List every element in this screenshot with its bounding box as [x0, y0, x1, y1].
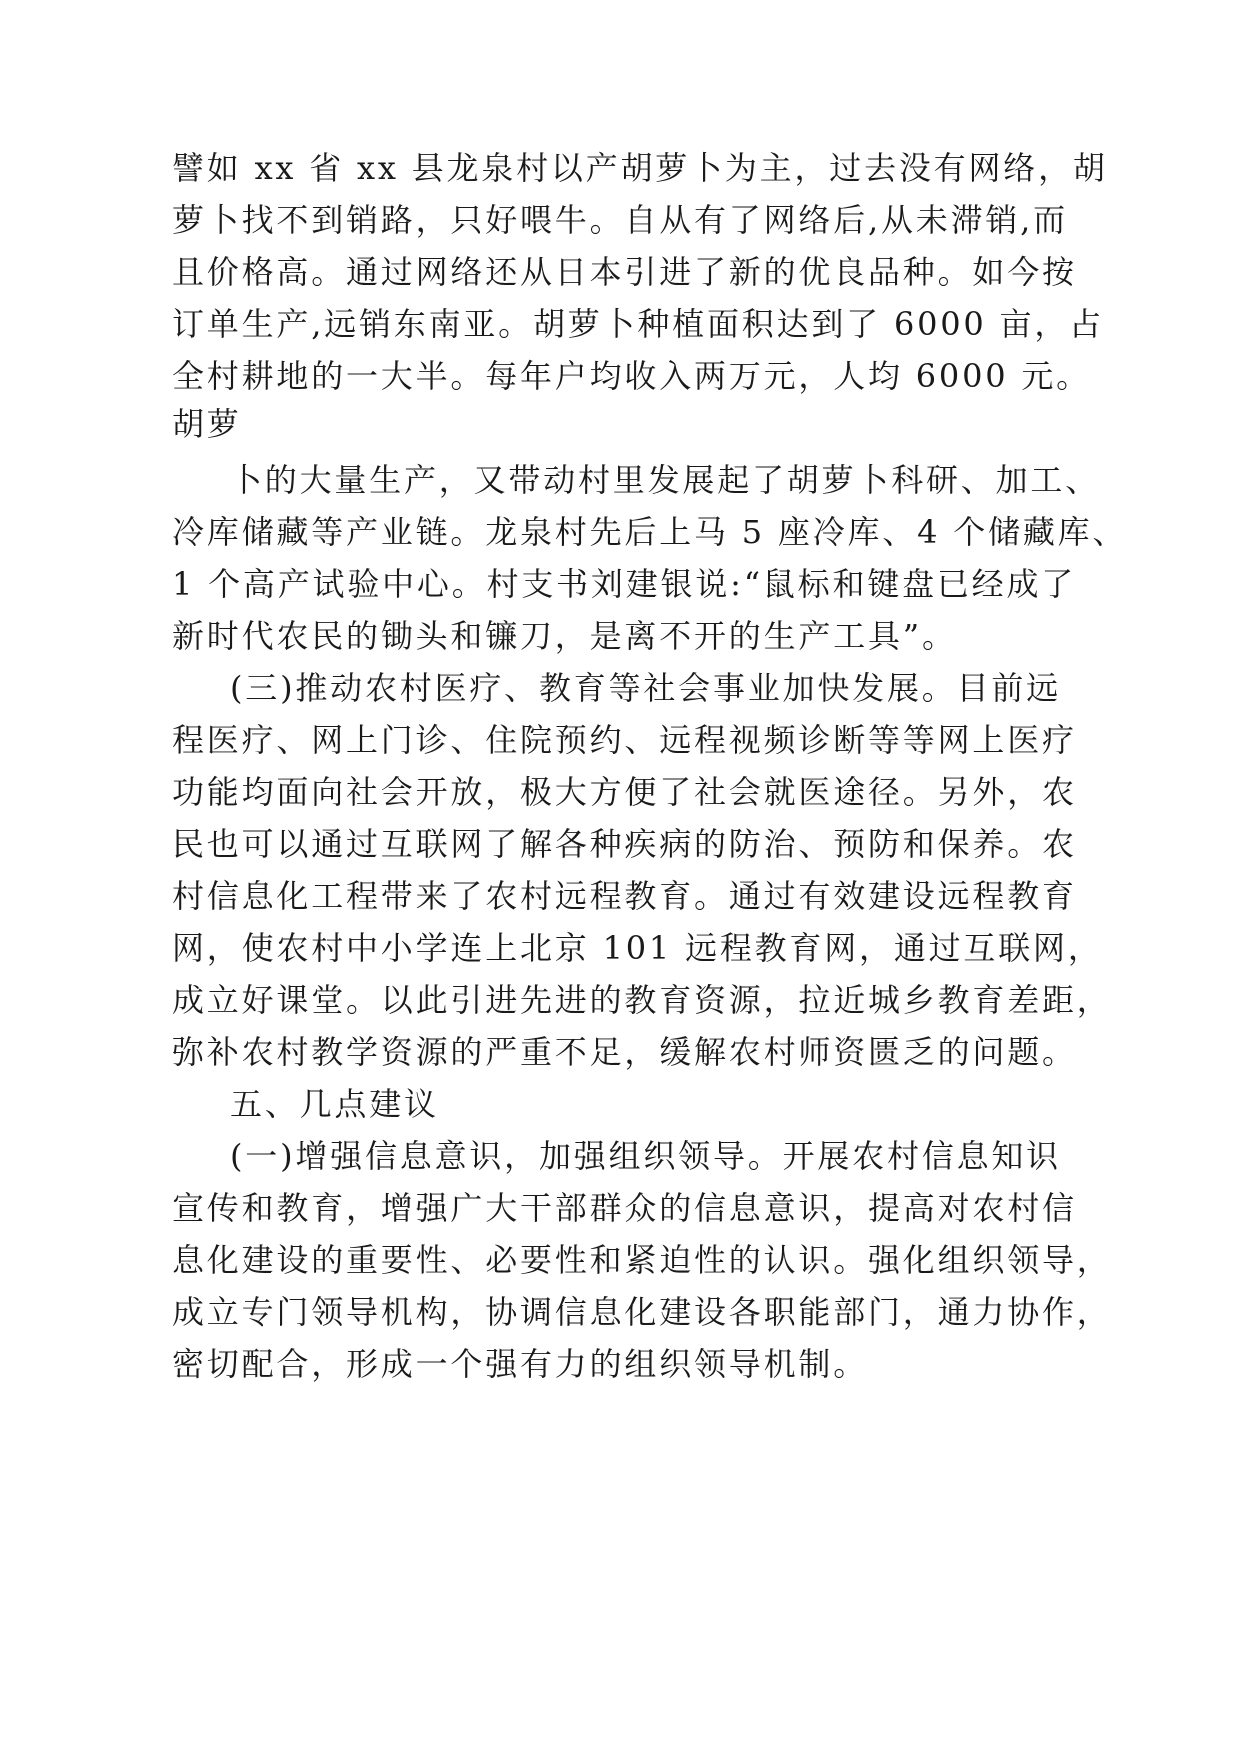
body-line-22: 息化建设的重要性、必要性和紧迫性的认识。强化组织领导， [172, 1241, 1112, 1279]
body-line-23: 成立专门领导机构，协调信息化建设各职能部门，通力协作， [172, 1293, 1112, 1331]
body-line-15: 村信息化工程带来了农村远程教育。通过有效建设远程教育 [172, 877, 1077, 915]
body-line-18: 弥补农村教学资源的严重不足，缓解农村师资匮乏的问题。 [172, 1033, 1077, 1071]
subsection-heading-1: (一)增强信息意识，加强组织领导。开展农村信息知识 [230, 1137, 1061, 1175]
body-line-17: 成立好课堂。以此引进先进的教育资源，拉近城乡教育差距， [172, 981, 1112, 1019]
body-line-21: 宣传和教育，增强广大干部群众的信息意识，提高对农村信 [172, 1189, 1077, 1227]
body-line-7: 卜的大量生产，又带动村里发展起了胡萝卜科研、加工、 [230, 461, 1101, 499]
body-line-24: 密切配合，形成一个强有力的组织领导机制。 [172, 1345, 869, 1383]
body-line-4: 订单生产,远销东南亚。胡萝卜种植面积达到了 6000 亩，占 [172, 305, 1104, 343]
body-line-12: 程医疗、网上门诊、住院预约、远程视频诊断等等网上医疗 [172, 721, 1077, 759]
body-line-8: 冷库储藏等产业链。龙泉村先后上马 5 座冷库、4 个储藏库、 [172, 513, 1128, 551]
body-line-13: 功能均面向社会开放，极大方便了社会就医途径。另外，农 [172, 773, 1077, 811]
body-line-10: 新时代农民的锄头和镰刀，是离不开的生产工具”。 [172, 617, 957, 655]
body-line-3: 且价格高。通过网络还从日本引进了新的优良品种。如今按 [172, 253, 1077, 291]
body-line-2: 萝卜找不到销路，只好喂牛。自从有了网络后,从未滞销,而 [172, 201, 1068, 239]
body-line-5: 全村耕地的一大半。每年户均收入两万元，人均 6000 元。 [172, 357, 1091, 395]
body-line-1: 譬如 xx 省 xx 县龙泉村以产胡萝卜为主，过去没有网络，胡 [172, 149, 1108, 187]
body-line-9: 1 个高产试验中心。村支书刘建银说:“鼠标和键盘已经成了 [172, 565, 1077, 603]
section-heading-5: 五、几点建议 [230, 1085, 439, 1123]
body-line-16: 网，使农村中小学连上北京 101 远程教育网，通过互联网， [172, 929, 1103, 967]
body-line-14: 民也可以通过互联网了解各种疾病的防治、预防和保养。农 [172, 825, 1077, 863]
body-line-6: 胡萝 [172, 405, 242, 443]
section-heading-3: (三)推动农村医疗、教育等社会事业加快发展。目前远 [230, 669, 1061, 707]
